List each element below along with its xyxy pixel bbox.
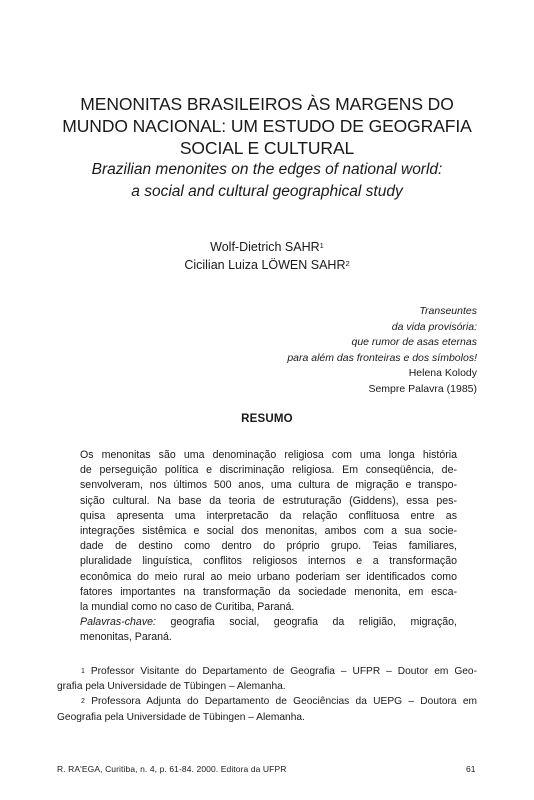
abstract-line: econômica do meio rural ao meio urbano poderiam ser identificados como (80, 570, 457, 583)
keywords-line (80, 615, 457, 630)
english-subtitle-line: a social and cultural geographical study (131, 183, 403, 200)
article-title (40, 93, 494, 203)
footnotes (57, 664, 477, 725)
keywords-line: menonitas, Paraná. (80, 631, 172, 644)
resumo-heading: RESUMO (241, 413, 293, 425)
epigraph-line: que rumor de asas eternas (351, 336, 477, 348)
abstract-line: Os menonitas são uma denominação religiosa com uma longa história (80, 449, 457, 461)
footnote-2-line (57, 694, 477, 709)
page-number: 61 (466, 764, 476, 774)
english-subtitle-line: Brazilian menonites on the edges of national world: (91, 161, 443, 178)
epigraph-line: para além das fronteiras e dos símbolos! (287, 351, 477, 364)
title-line: SOCIAL E CULTURAL (179, 138, 355, 158)
abstract-line: quisa apresenta uma interpretacão da relação conflituosa entre as (80, 509, 457, 522)
abstract-line: sição cultural. Na base da teoria de estruturação (Giddens), essa pes- (80, 494, 457, 507)
epigraph-author: Helena Kolody (408, 367, 477, 379)
title-line: MENONITAS BRASILEIROS ÀS MARGENS DO (80, 94, 454, 114)
footnote-marker: 1 (81, 668, 85, 675)
author-1 (40, 238, 494, 256)
author-name: Wolf-Dietrich SAHR (210, 240, 320, 254)
footnote-marker: 2 (81, 698, 85, 706)
footnote-text: Professora Adjunta do Departamento de Geociências da UEPG – Doutora em (91, 696, 477, 708)
footnote-2-line: Geografia pela Universidade de Tübingen – Alemanha. (57, 711, 305, 723)
footnote-1-line (57, 664, 477, 679)
epigraph-line: da vida provisória: (391, 320, 477, 333)
footnote-marker: 1 (319, 241, 324, 250)
abstract-line: integrações sistêmica e social dos menonitas, ambos com a sua socie- (80, 525, 457, 538)
footnote-marker: 2 (345, 259, 350, 268)
epigraph-source: Sempre Palavra (1985) (368, 382, 477, 395)
abstract-line: fatores importantes na transformação da sociedade menonita, em esca- (80, 585, 457, 598)
keywords-text: geografia social, geografia da religião, migração, (170, 616, 457, 629)
abstract-line: la mundial como no caso de Curitiba, Paraná. (80, 601, 295, 614)
journal-citation: R. RA'EGA, Curitiba, n. 4, p. 61-84. 2000. Editora da UFPR (57, 764, 287, 774)
footnote-text: Professor Visitante do Departamento de Geografia – UFPR – Doutor em Geo- (90, 666, 477, 677)
author-2 (40, 256, 494, 274)
author-name: Cicilian Luiza LÖWEN SAHR (184, 258, 346, 272)
abstract-line: senvolveram, nos últimos 500 anos, uma cultura de migração e transpo- (80, 479, 457, 492)
title-line: MUNDO NACIONAL: UM ESTUDO DE GEOGRAFIA (62, 116, 472, 136)
abstract-line: de perseguição política e discriminação religiosa. Em conseqüência, de- (80, 464, 457, 477)
epigraph-line: Transeuntes (419, 305, 477, 317)
keywords-label: Palavras-chave: (80, 616, 156, 629)
footnote-1-line: grafia pela Universidade de Tübingen – Alemanha. (57, 681, 286, 693)
abstract-line: pluralidade linguística, conflitos religiosos internos e a transformação (80, 555, 457, 568)
author-list (40, 238, 494, 274)
abstract-line: dade de destino como dentro do próprio grupo. Teias familiares, (80, 540, 457, 553)
epigraph (287, 304, 477, 397)
abstract-body (80, 448, 457, 646)
